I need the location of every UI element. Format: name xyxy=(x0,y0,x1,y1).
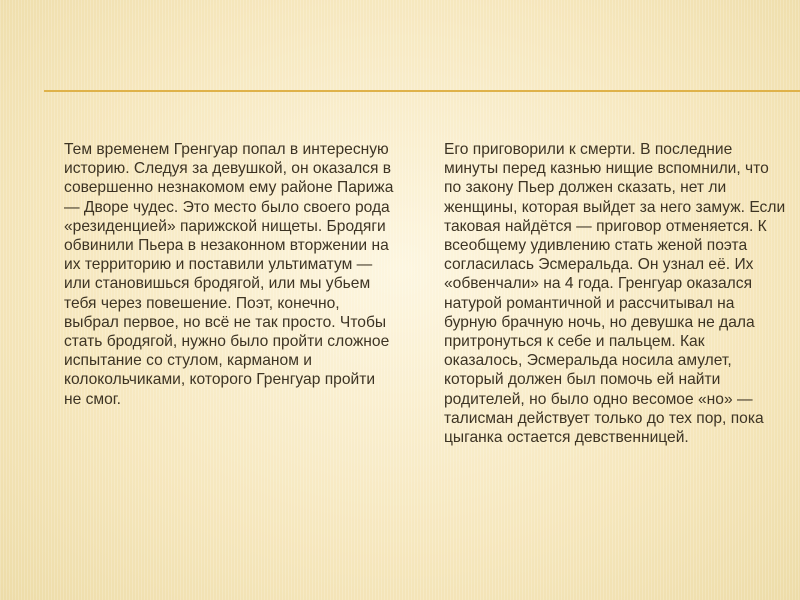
left-paragraph: Тем временем Гренгуар попал в интересную историю. Следуя за девушкой, он оказался в совершенно незнакомом ему районе Парижа — Дворе чудес. Это место было своего рода «резиденцией» парижской нищеты. Бродяги обвинили Пьера в незаконном вторжении на их территорию и поставили ультиматум — или становишься бродягой, или мы убьем тебя через повешение. Поэт, конечно, выбрал первое, но всё не так просто. Чтобы стать бродягой, нужно было пройти сложное испытание со стулом, карманом и колокольчиками, которого Гренгуар пройти не смог. xyxy=(64,141,394,408)
bullet-icon xyxy=(34,140,64,142)
right-text-column xyxy=(414,140,786,447)
bullet-icon xyxy=(414,140,444,142)
right-paragraph: Его приговорили к смерти. В последние минуты перед казнью нищие вспомнили, что по закону Пьер должен сказать, нет ли женщины, которая выйдет за него замуж. Если таковая найдётся — приговор отменяется. К всеобщему удивлению стать женой поэта согласилась Эсмеральда. Он узнал её. Их «обвенчали» на 4 года. Гренгуар оказался натурой романтичной и рассчитывал на бурную брачную ночь, но девушка не дала притронуться к себе и пальцем. Как оказалось, Эсмеральда носила амулет, который должен был помочь ей найти родителей, но было одно весомое «но» — талисман действует только до тех пор, пока цыганка остается девственницей. xyxy=(444,141,786,447)
left-text-column xyxy=(34,140,394,409)
title-divider-line xyxy=(44,90,800,92)
